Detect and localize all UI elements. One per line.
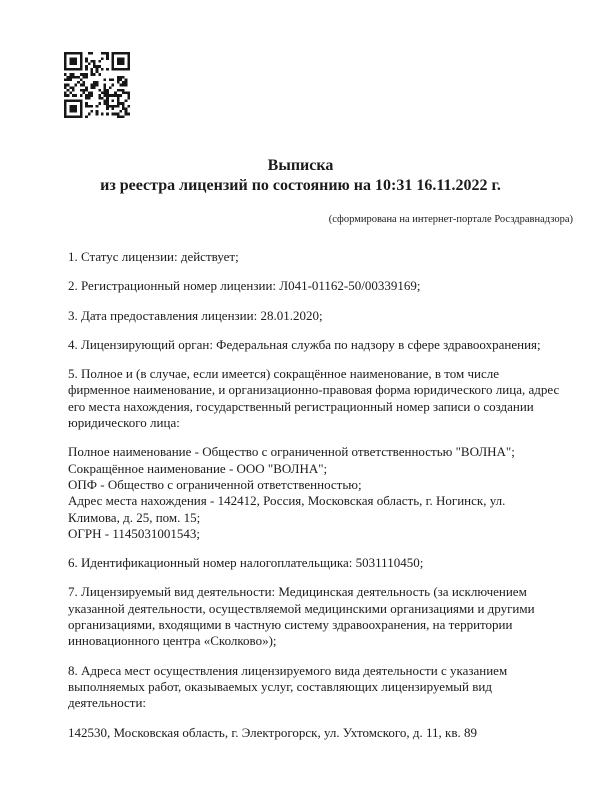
company-address: Адрес места нахождения - 142412, Россия, Московская область, г. Ногинск, ул. Климова, д. 25, пом. 15; [68, 493, 506, 525]
field-licensing-authority: 4. Лицензирующий орган: Федеральная служба по надзору в сфере здравоохранения; [68, 336, 541, 352]
field-inn: 6. Идентификационный номер налогоплательщика: 5031110450; [68, 555, 424, 571]
qr-code-icon [64, 52, 130, 118]
field-activity-type: 7. Лицензируемый вид деятельности: Медицинская деятельность (за исключением указанной деятельности, осуществляемой медицинскими организациями и другими организациями, входящими в частную систему здравоохранения, на территории инновационного центра «Сколково»); [68, 584, 535, 649]
company-details-block [68, 444, 560, 542]
company-short-name: Сокращённое наименование - ООО "ВОЛНА"; [68, 460, 328, 476]
field-legal-entity-heading: 5. Полное и (в случае, если имеется) сокращённое наименование, в том числе фирменное наименование, и организационно-правовая форма юридического лица, адрес его места нахождения, государственный регистрационный номер записи о создании юридического лица: [68, 366, 560, 431]
field-activity-address: 142530, Московская область, г. Электрогорск, ул. Ухтомского, д. 11, кв. 89 [68, 724, 477, 740]
company-full-name: Полное наименование - Общество с ограниченной ответственностью "ВОЛНА"; [68, 444, 515, 460]
document-title [0, 156, 601, 196]
title-line-2: из реестра лицензий по состоянию на 10:31 16.11.2022 г. [100, 177, 501, 194]
field-license-status: 1. Статус лицензии: действует; [68, 249, 239, 264]
field-activity-addresses-heading: 8. Адреса мест осуществления лицензируемого вида деятельности с указанием выполняемых работ, оказываемых услуг, составляющих лицензируемый вид деятельности: [68, 662, 508, 711]
field-grant-date: 3. Дата предоставления лицензии: 28.01.2020; [68, 307, 323, 323]
company-opf: ОПФ - Общество с ограниченной ответственностью; [68, 476, 362, 492]
formed-note: (сформирована на интернет-портале Росздравнадзора) [328, 214, 573, 225]
company-ogrn: ОГРН - 1145031001543; [68, 525, 200, 541]
title-line-1: Выписка [267, 157, 334, 174]
field-registration-number: 2. Регистрационный номер лицензии: Л041-01162-50/00339169; [68, 278, 421, 294]
document-body [68, 249, 560, 754]
